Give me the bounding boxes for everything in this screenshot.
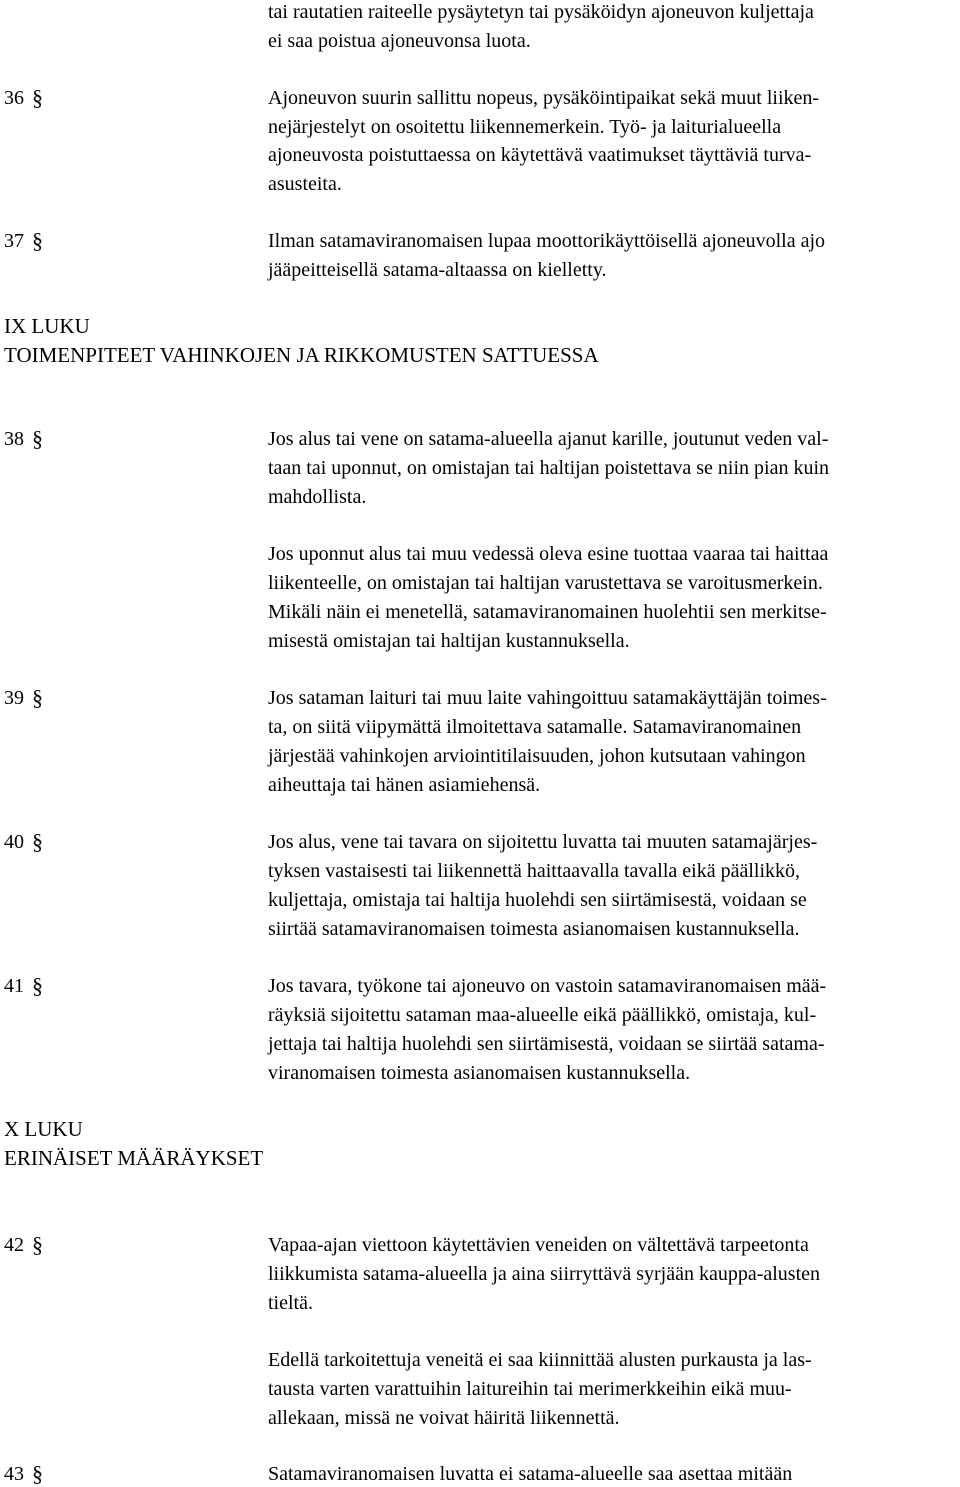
s40-line-2: tyksen vastaisesti tai liikennettä haittaavalla tavalla eikä päällikkö, [268, 860, 801, 882]
s36-line-1: Ajoneuvon suurin sallittu nopeus, pysäköintipaikat sekä muut liiken- [268, 87, 820, 109]
section-symbol: § [32, 85, 43, 110]
section-number-39 [4, 685, 43, 710]
s42-p1-line-3: tieltä. [268, 1292, 313, 1314]
section-number-43 [4, 1461, 43, 1486]
s42-p2-line-2: tausta varten varattuihin laitureihin tai merimerkkeihin eikä muu- [268, 1378, 792, 1400]
s41-line-1: Jos tavara, työkone tai ajoneuvo on vastoin satamaviranomaisen mää- [268, 975, 827, 997]
chapter-9-label: IX LUKU [4, 314, 90, 338]
s40-line-3: kuljettaja, omistaja tai haltija huolehdi sen siirtämisestä, voidaan se [268, 889, 807, 911]
s42-p2-line-1: Edellä tarkoitettuja veneitä ei saa kiinnittää alusten purkausta ja las- [268, 1349, 812, 1371]
section-symbol: § [32, 973, 43, 998]
section-number: 36 [4, 87, 24, 109]
s39-line-3: järjestää vahinkojen arviointitilaisuuden, johon kutsutaan vahingon [268, 745, 806, 767]
s36-line-4: asusteita. [268, 173, 342, 195]
section-number-38 [4, 426, 43, 451]
section-symbol: § [32, 1461, 43, 1486]
s41-line-3: jettaja tai haltija huolehdi sen siirtämisestä, voidaan se siirtää satama- [268, 1033, 825, 1055]
s36-line-3: ajoneuvosta poistuttaessa on käytettävä vaatimukset täyttäviä turva- [268, 144, 812, 166]
section-number: 42 [4, 1234, 24, 1256]
section-symbol: § [32, 426, 43, 451]
s43-line-1: Satamaviranomaisen luvatta ei satama-alueelle saa asettaa mitään [268, 1463, 793, 1485]
s37-line-1: Ilman satamaviranomaisen lupaa moottorikäyttöisellä ajoneuvolla ajo [268, 230, 826, 252]
s38-p1-line-1: Jos alus tai vene on satama-alueella ajanut karille, joutunut veden val- [268, 428, 829, 450]
s38-p2-line-3: Mikäli näin ei menetellä, satamaviranomainen huolehtii sen merkitse- [268, 601, 827, 623]
s39-line-2: ta, on siitä viipymättä ilmoitettava satamalle. Satamaviranomainen [268, 716, 802, 738]
intro-line-1: tai rautatien raiteelle pysäytetyn tai pysäköidyn ajoneuvon kuljettaja [268, 1, 814, 23]
section-number-42 [4, 1232, 43, 1257]
s38-p1-line-3: mahdollista. [268, 486, 367, 508]
s42-p2-line-3: allekaan, missä ne voivat häiritä liikennettä. [268, 1407, 620, 1429]
section-symbol: § [32, 829, 43, 854]
s39-line-1: Jos sataman laituri tai muu laite vahingoittuu satamakäyttäjän toimes- [268, 687, 827, 709]
s41-line-2: räyksiä sijoitettu sataman maa-alueelle eikä päällikkö, omistaja, kul- [268, 1004, 817, 1026]
s36-line-2: nejärjestelyt on osoitettu liikennemerkein. Työ- ja laiturialueella [268, 116, 782, 138]
section-symbol: § [32, 685, 43, 710]
s38-p1-line-2: taan tai uponnut, on omistajan tai haltijan poistettava se niin pian kuin [268, 457, 829, 479]
s42-p1-line-2: liikkumista satama-alueella ja aina siirryttävä syrjään kauppa-alusten [268, 1263, 821, 1285]
section-number-41 [4, 973, 43, 998]
s42-p1-line-1: Vapaa-ajan viettoon käytettävien veneiden on vältettävä tarpeetonta [268, 1234, 809, 1256]
s38-p2-line-1: Jos uponnut alus tai muu vedessä oleva esine tuottaa vaaraa tai haittaa [268, 543, 829, 565]
s37-line-2: jääpeitteisellä satama-altaassa on kielletty. [268, 259, 607, 281]
section-number-37 [4, 228, 43, 253]
section-number: 38 [4, 428, 24, 450]
s40-line-1: Jos alus, vene tai tavara on sijoitettu luvatta tai muuten satamajärjes- [268, 831, 818, 853]
section-symbol: § [32, 1232, 43, 1257]
s38-p2-line-4: misestä omistajan tai haltijan kustannuksella. [268, 630, 630, 652]
chapter-9-title: TOIMENPITEET VAHINKOJEN JA RIKKOMUSTEN SATTUESSA [4, 343, 599, 367]
section-number: 39 [4, 687, 24, 709]
section-symbol: § [32, 228, 43, 253]
section-number: 37 [4, 230, 24, 252]
intro-line-2: ei saa poistua ajoneuvonsa luota. [268, 30, 531, 52]
section-number-40 [4, 829, 43, 854]
s39-line-4: aiheuttaja tai hänen asiamiehensä. [268, 774, 541, 796]
s41-line-4: viranomaisen toimesta asianomaisen kustannuksella. [268, 1062, 691, 1084]
section-number: 40 [4, 831, 24, 853]
chapter-10-label: X LUKU [4, 1117, 83, 1141]
section-number: 41 [4, 975, 24, 997]
section-number: 43 [4, 1463, 24, 1485]
chapter-10-title: ERINÄISET MÄÄRÄYKSET [4, 1146, 264, 1170]
s38-p2-line-2: liikenteelle, on omistajan tai haltijan varustettava se varoitusmerkein. [268, 572, 823, 594]
s40-line-4: siirtää satamaviranomaisen toimesta asianomaisen kustannuksella. [268, 918, 800, 940]
section-number-36 [4, 85, 43, 110]
